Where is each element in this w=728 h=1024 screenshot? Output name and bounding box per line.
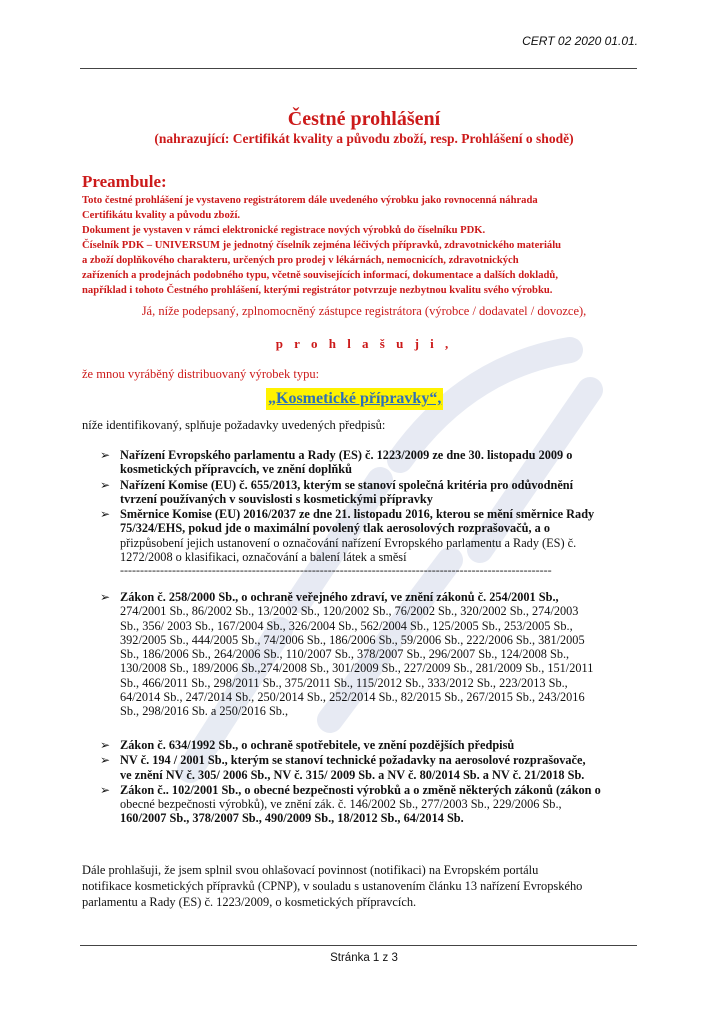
identification-statement: níže identifikovaný, splňuje požadavky uvedených předpisů: [82,418,386,432]
list-item: ➢ NV č. 194 / 2001 Sb., kterým se stanoví technické požadavky na aerosolové rozprašovače, ve znění NV č. 305/ 2006 Sb., NV č. 315/ 2009 Sb. a NV č. 80/2014 Sb. a NV č. 21/2018 Sb. [100,753,586,782]
list-item: ➢ Zákon č. 634/1992 Sb., o ochraně spotřebitele, ve znění pozdějších předpisů [100,738,515,752]
regulations-list-b [100,590,640,719]
closing-line: Dále prohlašuji, že jsem splnil svou ohlašovací povinnost (notifikaci) na Evropském portálu [82,863,539,877]
preamble-line: Certifikátu kvality a původu zboží. [82,210,241,221]
footer-rule [80,945,637,946]
preamble-heading: Preambule: [82,172,167,191]
list-item: ➢ Zákon č. 258/2000 Sb., o ochraně veřejného zdraví, ve znění zákonů č. 254/2001 Sb., 274/2001 Sb., 86/2002 Sb., 13/2002 Sb., 120/2002 Sb., 76/2002 Sb., 320/2002 Sb., 274/2003 Sb., 356/ 2003 Sb., 167/2004 Sb., 326/2004 Sb., 562/2004 Sb., 125/2005 Sb., 253/2005 Sb., 392/2005 Sb., 444/2005 Sb., 74/2006 Sb., 186/2006 Sb., 59/2006 Sb., 222/2006 Sb., 381/2005 Sb., 186/2006 Sb., 264/2006 Sb., 110/2007 Sb., 378/2007 Sb., 296/2007 Sb., 124/2008 Sb., 130/2008 Sb., 189/2006 Sb.,274/2008 Sb., 301/2009 Sb., 227/2009 Sb., 281/2009 Sb., 151/2011 Sb., 466/2011 Sb., 298/2011 Sb., 375/2011 Sb., 115/2012 Sb., 333/2012 Sb., 223/2013 Sb., 64/2014 Sb., 247/2014 Sb., 250/2014 Sb., 252/2014 Sb., 82/2015 Sb., 267/2015 Sb., 243/2016 Sb., 298/2016 Sb. a 250/2016 Sb., [100,590,594,719]
page-subtitle: (nahrazující: Certifikát kvality a původu zboží, resp. Prohlášení o shodě) [154,131,574,146]
arrow-bullet-icon: ➢ [100,590,111,604]
arrow-bullet-icon: ➢ [100,738,111,752]
list-item: ➢ Nařízení Komise (EU) č. 655/2013, kterým se stanoví společná kritéria pro odůvodnění tvrzení používaných v souvislosti s kosmetickými přípravky [100,477,574,506]
product-made-by: že mnou vyráběný distribuovaný výrobek typu: [82,367,320,381]
header-rule [80,68,637,69]
arrow-bullet-icon: ➢ [100,753,111,768]
closing-paragraph [82,862,640,910]
preamble-line: například i tohoto Čestného prohlášení, kterými registrátor potvrzuje nezbytnou kvalitu svého výrobku. [82,285,553,296]
page-title: Čestné prohlášení [287,108,441,130]
preamble-line: Číselník PDK – UNIVERSUM je jednotný číselník zejména léčivých přípravků, zdravotnického materiálu [82,240,562,251]
arrow-bullet-icon: ➢ [100,507,111,522]
preamble-line: Dokument je vystaven v rámci elektronické registrace nových výrobků do číselníku PDK. [82,225,486,236]
closing-line: notifikace kosmetických přípravků (CPNP), v souladu s ustanovením článku 13 nařízení Evropského [82,879,583,893]
declaration-intro: Já, níže podepsaný, zplnomocněný zástupce registrátora (výrobce / dodavatel / dovozce), [141,304,587,318]
list-item: ➢ Nařízení Evropského parlamentu a Rady (ES) č. 1223/2009 ze dne 30. listopadu 2009 o kosmetických přípravcích, ve znění doplňků [100,448,573,477]
list-item: ➢ Směrnice Komise (EU) 2016/2037 ze dne 21. listopadu 2016, kterou se mění směrnice Rady 75/324/EHS, pokud jde o maximální povolený tlak aerosolových rozprašovačů, a o přizpůsobení jejich ustanovení o označování nařízení Evropského parlamentu a Rady (ES) č. 1272/2008 o klasifikaci, označování a balení látek a směsí [100,507,595,565]
preamble-line: a zboží doplňkového charakteru, určených pro prodej v lékárnách, nemocnicích, zdravotnických [82,255,519,266]
dashed-divider: ------------------------------------------------------------------------------------------------------------ [120,564,552,577]
certificate-code: CERT 02 2020 01.01. [522,34,638,48]
arrow-bullet-icon: ➢ [100,782,111,797]
list-item: ➢ Zákon č.. 102/2001 Sb., o obecné bezpečnosti výrobků a o změně některých zákonů (zákon o obecné bezpečnosti výrobků), ve znění zák. č. 146/2002 Sb., 277/2003 Sb., 229/2006 Sb., 160/2007 Sb., 378/2007 Sb., 490/2009 Sb., 18/2012 Sb., 64/2014 Sb. [100,782,601,826]
preamble-line: Toto čestné prohlášení je vystaveno registrátorem dále uvedeného výrobku jako rovnocenná náhrada [82,195,538,206]
regulations-list-a [100,448,640,576]
page-number: Stránka 1 z 3 [330,952,398,964]
regulations-list-c [100,738,640,826]
arrow-bullet-icon: ➢ [100,448,111,462]
closing-line: parlamentu a Rady (ES) č. 1223/2009, o kosmetických přípravcích. [82,895,417,909]
declaration-verb: p r o h l a š u j i , [275,336,453,351]
product-type-highlight: „Kosmetické přípravky“, [266,388,443,410]
arrow-bullet-icon: ➢ [100,477,111,492]
preamble-text [82,193,637,298]
preamble-line: zařízeních a prodejnách podobného typu, včetně souvisejících informací, dokumentace a dalších dokladů, [82,270,558,281]
